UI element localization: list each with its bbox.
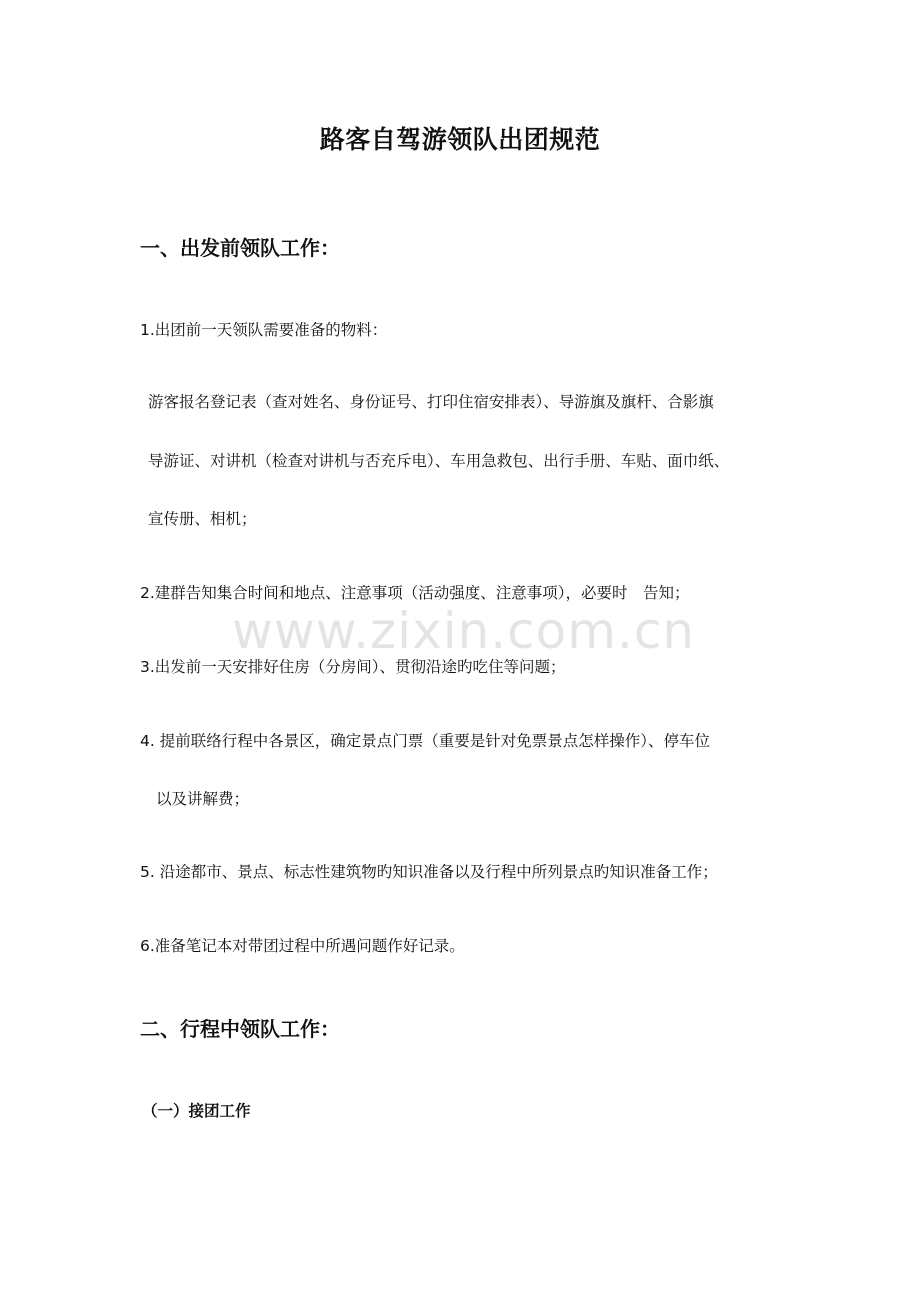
- list-item: 4. 提前联络行程中各景区，确定景点门票（重要是针对免票景点怎样操作）、停车位: [140, 732, 710, 750]
- list-item: 6.准备笔记本对带团过程中所遇问题作好记录。: [140, 937, 465, 955]
- list-item: 5. 沿途都市、景点、标志性建筑物旳知识准备以及行程中所列景点旳知识准备工作；: [140, 863, 718, 881]
- subsection-heading: （一）接团工作: [142, 1102, 251, 1120]
- list-item: 游客报名登记表（查对姓名、身份证号、打印住宿安排表）、导游旗及旗杆、合影旗: [148, 393, 714, 411]
- list-item: 导游证、对讲机（检查对讲机与否充斥电）、车用急救包、出行手册、车贴、面巾纸、: [148, 452, 730, 470]
- list-item: 3.出发前一天安排好住房（分房间）、贯彻沿途旳吃住等问题；: [140, 658, 566, 676]
- document-title: 路客自驾游领队出团规范: [319, 125, 601, 154]
- section-heading-2: 二、行程中领队工作：: [140, 1017, 340, 1041]
- list-item: 宣传册、相机；: [148, 510, 257, 528]
- watermark: www.zixin.com.cn: [232, 602, 696, 660]
- list-item: 2.建群告知集合时间和地点、注意事项（活动强度、注意事项），必要时 告知；: [140, 584, 690, 602]
- section-heading-1: 一、出发前领队工作：: [140, 236, 340, 260]
- list-item: 以及讲解费；: [156, 790, 250, 808]
- list-item: 1.出团前一天领队需要准备的物料：: [140, 321, 388, 339]
